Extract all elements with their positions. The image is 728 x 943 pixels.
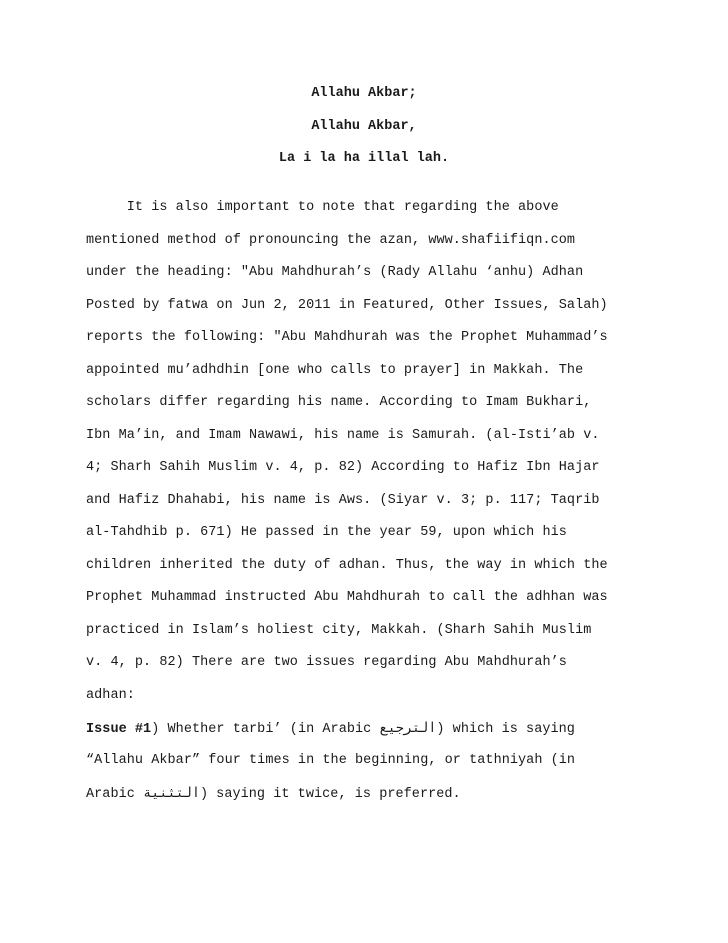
body-line: 4; Sharh Sahih Muslim v. 4, p. 82) According to Hafiz Ibn Hajar	[86, 460, 600, 475]
body-line: Posted by fatwa on Jun 2, 2011 in Featured, Other Issues, Salah)	[86, 298, 608, 313]
body-line: v. 4, p. 82) There are two issues regarding Abu Mahdhurah’s	[86, 655, 567, 670]
arabic-term-tarji: الترجيع	[379, 722, 437, 737]
issue-line-3	[86, 785, 461, 802]
body-line: Ibn Ma’in, and Imam Nawawi, his name is Samurah. (al-Isti’ab v.	[86, 428, 600, 443]
body-line: practiced in Islam’s holiest city, Makkah. (Sharh Sahih Muslim	[86, 623, 592, 638]
body-line: under the heading: "Abu Mahdhurah’s (Rady Allahu ‘anhu) Adhan	[86, 265, 584, 280]
body-line: and Hafiz Dhahabi, his name is Aws. (Siyar v. 3; p. 117; Taqrib	[86, 493, 600, 508]
issue-line-2: “Allahu Akbar” four times in the beginning, or tathniyah (in	[86, 753, 576, 768]
body-line: reports the following: "Abu Mahdhurah was the Prophet Muhammad’s	[86, 330, 608, 345]
arabic-term-tathniyah: التثنية	[143, 787, 200, 802]
body-line: It is also important to note that regarding the above	[86, 200, 559, 215]
heading-line-1: Allahu Akbar;	[311, 86, 417, 101]
issue-text: ) which is saying	[436, 722, 575, 737]
body-line: Prophet Muhammad instructed Abu Mahdhurah to call the adhhan was	[86, 590, 608, 605]
issue-line-1	[86, 720, 575, 737]
issue-text: Arabic	[86, 787, 144, 802]
body-line: adhan:	[86, 688, 135, 703]
issue-label: Issue #1	[86, 722, 152, 737]
issue-text: ) Whether tarbi’ (in Arabic	[151, 722, 380, 737]
body-line: appointed mu’adhdhin [one who calls to prayer] in Makkah. The	[86, 363, 584, 378]
body-line: mentioned method of pronouncing the azan, www.shafiifiqn.com	[86, 233, 576, 248]
body-line: children inherited the duty of adhan. Thus, the way in which the	[86, 558, 608, 573]
body-line: scholars differ regarding his name. According to Imam Bukhari,	[86, 395, 592, 410]
issue-text: ) saying it twice, is preferred.	[199, 787, 461, 802]
heading-line-2: Allahu Akbar,	[311, 119, 417, 134]
heading-line-3: La i la ha illal lah.	[278, 151, 450, 166]
body-line: al-Tahdhib p. 671) He passed in the year 59, upon which his	[86, 525, 567, 540]
